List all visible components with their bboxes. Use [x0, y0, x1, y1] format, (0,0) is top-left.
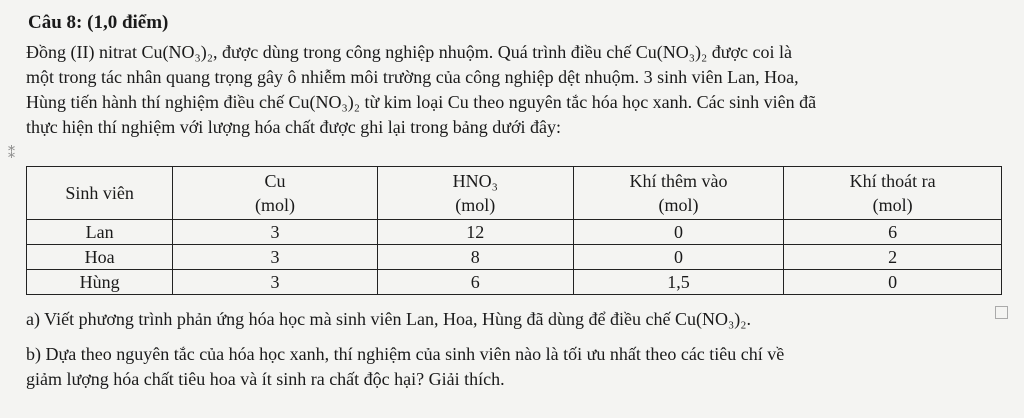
- header-hno3: HNO₃ (mol): [377, 167, 573, 220]
- table-cell: Hoa: [27, 245, 173, 270]
- intro-line: thực hiện thí nghiệm với lượng hóa chất được ghi lại trong bảng dưới đây:: [26, 117, 561, 137]
- margin-mark: ⁑: [8, 147, 15, 162]
- checkbox-icon: [995, 306, 1008, 319]
- part-a: a) Viết phương trình phản ứng hóa học mà sinh viên Lan, Hoa, Hùng đã dùng để điều chế Cu(NO₃)₂.: [26, 309, 752, 329]
- question-intro: [26, 40, 1004, 140]
- header-cu: Cu (mol): [173, 167, 378, 220]
- table-cell: Lan: [27, 220, 173, 245]
- table-header-row: [27, 167, 1002, 220]
- intro-line: Đồng (II) nitrat Cu(NO₃)₂, được dùng trong công nghiệp nhuộm. Quá trình điều chế Cu(NO₃)₂ được coi là: [26, 42, 792, 62]
- question-title: Câu 8: (1,0 điểm): [28, 12, 169, 33]
- table-cell: 8: [377, 245, 573, 270]
- table-row: [27, 270, 1002, 295]
- part-b-line: giảm lượng hóa chất tiêu hoa và ít sinh ra chất độc hại? Giải thích.: [26, 369, 505, 389]
- header-gas-released: Khí thoát ra (mol): [784, 167, 1002, 220]
- table-cell: 3: [173, 245, 378, 270]
- table-row: [27, 220, 1002, 245]
- table-cell: 12: [377, 220, 573, 245]
- table-row: [27, 245, 1002, 270]
- table-cell: 3: [173, 270, 378, 295]
- table-cell: 6: [377, 270, 573, 295]
- table-cell: 0: [784, 270, 1002, 295]
- part-b-line: b) Dựa theo nguyên tắc của hóa học xanh, thí nghiệm của sinh viên nào là tối ưu nhất theo các tiêu chí về: [26, 344, 785, 364]
- table-cell: 1,5: [573, 270, 784, 295]
- header-gas-added: Khí thêm vào (mol): [573, 167, 784, 220]
- table-cell: 0: [573, 220, 784, 245]
- part-b: [26, 342, 1006, 392]
- table-cell: 3: [173, 220, 378, 245]
- header-student: Sinh viên: [27, 167, 173, 220]
- table-cell: Hùng: [27, 270, 173, 295]
- intro-line: một trong tác nhân quang trọng gây ô nhiễm môi trường của công nghiệp dệt nhuộm. 3 sinh viên Lan, Hoa,: [26, 67, 799, 87]
- experiment-table: [26, 166, 1002, 295]
- table-cell: 0: [573, 245, 784, 270]
- intro-line: Hùng tiến hành thí nghiệm điều chế Cu(NO₃)₂ từ kim loại Cu theo nguyên tắc hóa học xanh. Các sinh viên đã: [26, 92, 817, 112]
- table-cell: 6: [784, 220, 1002, 245]
- table-cell: 2: [784, 245, 1002, 270]
